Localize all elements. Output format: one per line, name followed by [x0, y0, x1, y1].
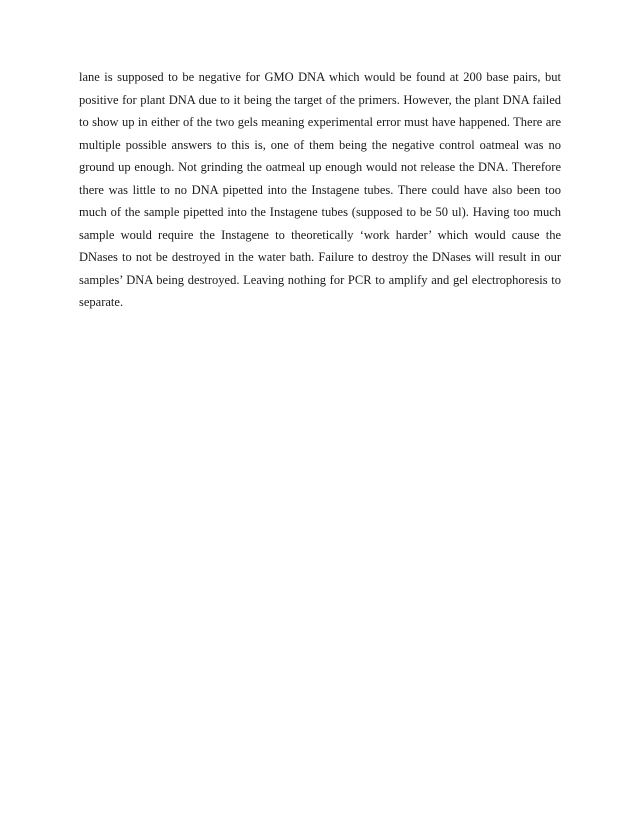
paragraph-line: positive for plant DNA due to it being the target of the primers. However, the plant DNA failed	[79, 92, 561, 107]
paragraph-line: ground up enough. Not grinding the oatmeal up enough would not release the DNA. Therefore	[79, 160, 561, 174]
paragraph-line: lane is supposed to be negative for GMO DNA which would be found at 200 base pairs, but	[79, 70, 561, 84]
paragraph-line: much of the sample pipetted into the Instagene tubes (supposed to be 50 ul). Having too much	[79, 205, 561, 219]
paragraph-line: DNases to not be destroyed in the water bath. Failure to destroy the DNases will result in our	[79, 250, 561, 264]
paragraph-line: separate.	[79, 295, 124, 309]
paragraph-line: samples’ DNA being destroyed. Leaving nothing for PCR to amplify and gel electrophoresis to	[79, 272, 561, 287]
body-paragraph	[79, 66, 561, 314]
paragraph-line: multiple possible answers to this is, one of them being the negative control oatmeal was no	[79, 137, 561, 152]
paragraph-line: to show up in either of the two gels meaning experimental error must have happened. There are	[79, 115, 561, 129]
paragraph-line: sample would require the Instagene to theoretically ‘work harder’ which would cause the	[79, 227, 561, 242]
paragraph-line: there was little to no DNA pipetted into the Instagene tubes. There could have also been too	[79, 182, 561, 197]
